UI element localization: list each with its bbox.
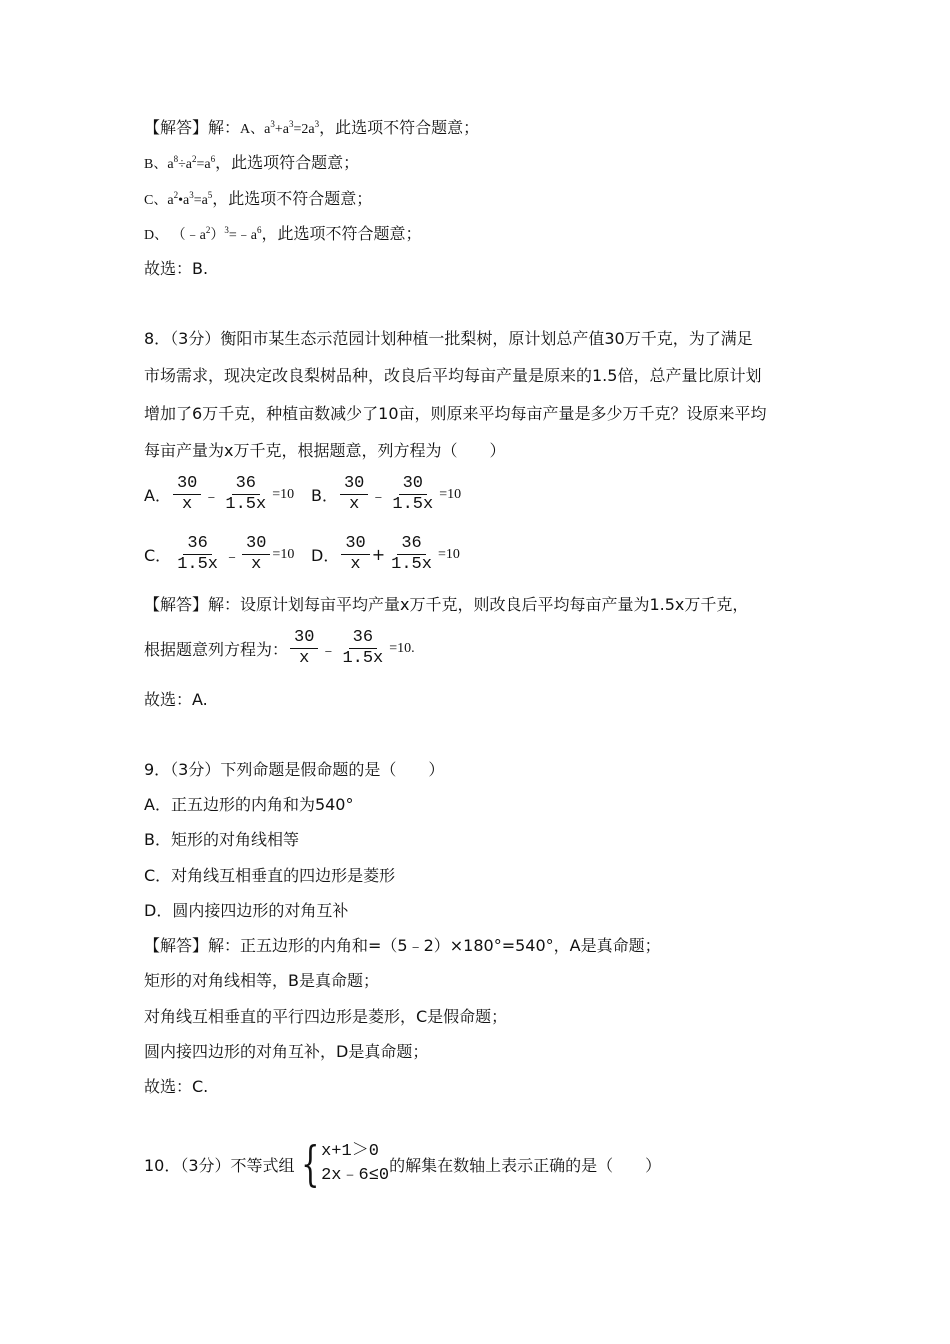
- q8-option-d[interactable]: D． $\frac{30}{x}$ + $\frac{36}{1.5x}$ =10: [311, 534, 460, 574]
- fraction: $\frac{36}{1.5x}$: [342, 628, 384, 668]
- fraction: $\frac{30}{x}$: [290, 628, 318, 669]
- fraction: $\frac{30}{x}$: [341, 534, 369, 575]
- answer-tag: 【解答】解：: [144, 118, 241, 137]
- q10-stem: 10．（3分）不等式组 { x+1＞0 2x﹣6≤0 的解集在数轴上表示正确的是（ ）: [144, 1136, 662, 1192]
- q9-option-d[interactable]: D．圆内接四边形的对角互补: [144, 901, 349, 920]
- fraction: $\frac{30}{x}$: [173, 474, 201, 515]
- fraction: $\frac{36}{1.5x}$: [225, 474, 267, 514]
- q7-answer-line-a: 【解答】解：A、$a^3+a^3=2a^3$，此选项不符合题意；: [144, 118, 480, 137]
- q7-answer-line-b: B、$a^8\div a^2=a^6$，此选项符合题意；: [144, 153, 360, 172]
- brace-icon: {: [300, 1136, 319, 1192]
- q8-stem-line-2: 市场需求，现决定改良梨树品种，改良后平均每亩产量是原来的1.5倍，总产量比原计划: [144, 366, 762, 385]
- q9-option-b[interactable]: B．矩形的对角线相等: [144, 830, 299, 849]
- q9-answer-line-2: 矩形的对角线相等，B是真命题；: [144, 971, 379, 990]
- inequality-system: x+1＞0 2x﹣6≤0: [321, 1142, 390, 1185]
- fraction: $\frac{36}{1.5x}$: [391, 534, 432, 574]
- q8-stem-line-1: 8．（3分）衡阳市某生态示范园计划种植一批梨树，原计划总产值30万千克，为了满足: [144, 329, 753, 348]
- fraction: $\frac{30}{1.5x}$: [392, 474, 434, 514]
- q8-answer-line-1: 【解答】解：设原计划每亩平均产量x万千克，则改良后平均每亩产量为1.5x万千克，: [144, 595, 749, 614]
- q9-answer-line-1: 【解答】解：正五边形的内角和=（5﹣2）×180°=540°，A是真命题；: [144, 936, 661, 955]
- q7-answer-line-c: C、$a^2•a^3=a^5$，此选项不符合题意；: [144, 189, 373, 208]
- fraction: $\frac{30}{x}$: [340, 474, 368, 515]
- q9-conclusion: 故选：C.: [144, 1077, 209, 1096]
- q8-option-b[interactable]: B． $\frac{30}{x}$ ﹣ $\frac{30}{1.5x}$ =10: [311, 474, 462, 514]
- q7-conclusion: 故选：B.: [144, 259, 209, 278]
- q9-option-a[interactable]: A．正五边形的内角和为540°: [144, 795, 354, 814]
- fraction: $\frac{36}{1.5x}$: [177, 534, 218, 574]
- q9-option-c[interactable]: C．对角线互相垂直的四边形是菱形: [144, 866, 396, 885]
- q8-conclusion: 故选：A.: [144, 690, 208, 709]
- q9-answer-line-4: 圆内接四边形的对角互补，D是真命题；: [144, 1042, 429, 1061]
- q7-answer-line-d: D、 $(﹣a^2)^3=﹣a^6$，此选项不符合题意；: [144, 224, 422, 243]
- q8-option-a[interactable]: A． $\frac{30}{x}$ ﹣ $\frac{36}{1.5x}$ =10: [144, 474, 295, 514]
- q8-stem-line-3: 增加了6万千克，种植亩数减少了10亩，则原来平均每亩产量是多少万千克？设原来平均: [144, 404, 767, 423]
- fraction: $\frac{30}{x}$: [242, 534, 270, 575]
- q9-stem: 9．（3分）下列命题是假命题的是（ ）: [144, 760, 445, 779]
- q8-option-c[interactable]: C． $\frac{36}{1.5x}$ ﹣ $\frac{30}{x}$ =10: [144, 534, 295, 574]
- q8-answer-line-2: 根据题意列方程为： $\frac{30}{x}$ ﹣ $\frac{36}{1.5x}$ =10.: [144, 628, 415, 668]
- q9-answer-line-3: 对角线互相垂直的平行四边形是菱形，C是假命题；: [144, 1007, 508, 1026]
- q8-stem-line-4: 每亩产量为x万千克，根据题意，列方程为（ ）: [144, 441, 506, 460]
